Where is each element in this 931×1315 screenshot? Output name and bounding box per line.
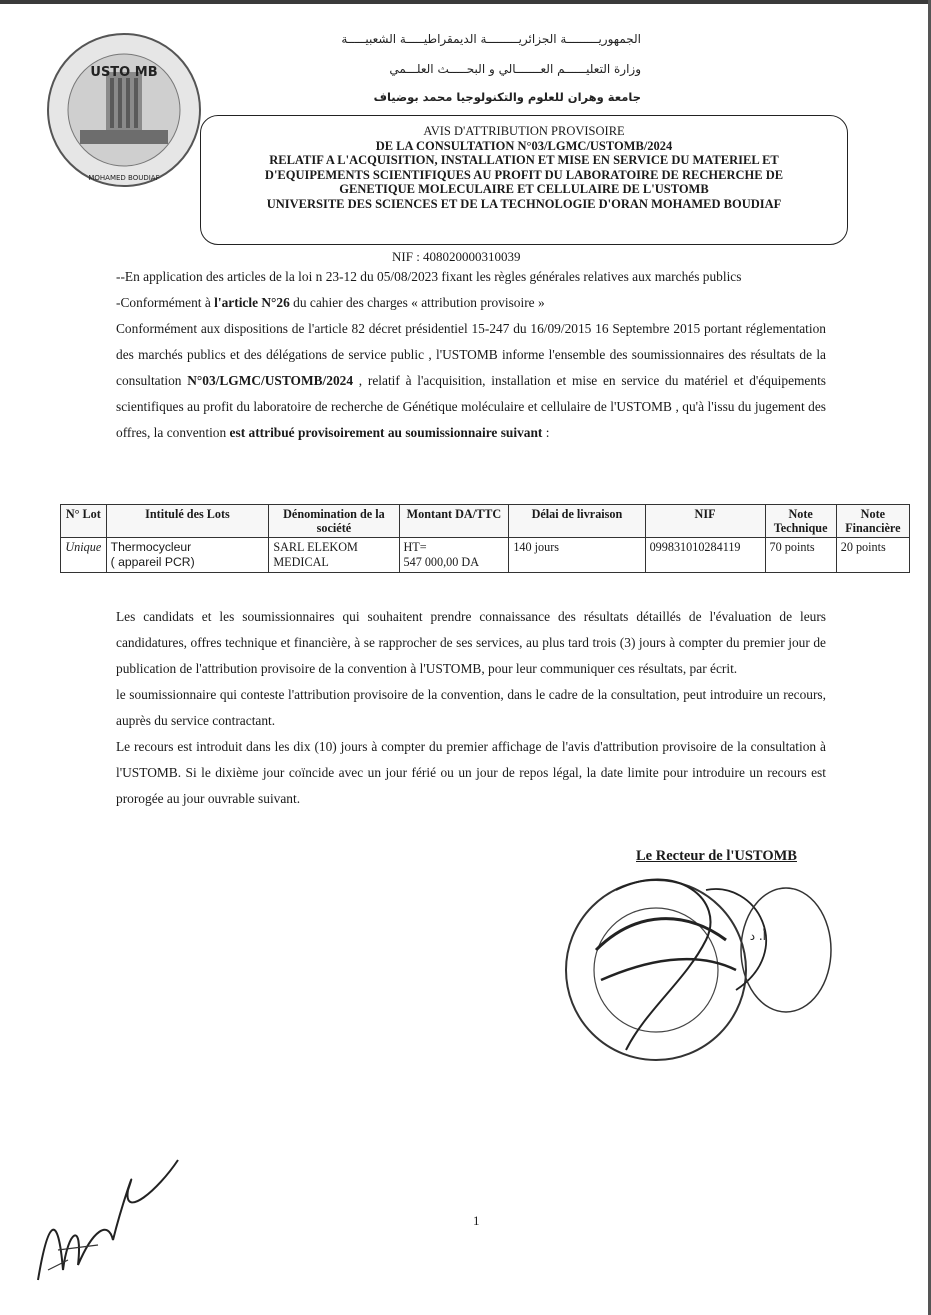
handwritten-signature <box>28 1150 188 1290</box>
header-delai: Délai de livraison <box>509 505 645 538</box>
arabic-ministry-line: وزارة التعليــــــم العـــــــالي و البحـــــث العلـــمي <box>389 62 641 76</box>
arabic-republic-line: الجمهوريـــــــــة الجزائريـــــــــة الديمقراطيـــــة الشعبيـــــة <box>341 32 641 46</box>
header-lot: N° Lot <box>61 505 107 538</box>
cell-nif: 099831010284119 <box>645 538 765 573</box>
header-note-technique: Note Technique <box>765 505 836 538</box>
title-line-5: GENETIQUE MOLECULAIRE ET CELLULAIRE DE L'USTOMB <box>339 182 709 196</box>
table-header-row <box>61 505 910 538</box>
cell-intitule: Thermocycleur ( appareil PCR) <box>106 538 269 573</box>
cell-delai: 140 jours <box>509 538 645 573</box>
cell-note-financiere: 20 points <box>836 538 909 573</box>
header-societe: Dénomination de la société <box>269 505 399 538</box>
closing-paragraph-1: Les candidats et les soumissionnaires qui souhaitent prendre connaissance des résultats détaillés de l'évaluation de leurs candidatures, offres technique et financière, à se rapprocher de ses services, au plus tard trois (3) jours à compter du premier jour de publication de l'attribution provisoire de la convention à l'USTOMB, pour leur communiquer ces résultats, par écrit. <box>116 609 826 676</box>
title-line-2: DE LA CONSULTATION N°03/LGMC/USTOMB/2024 <box>375 138 673 153</box>
title-line-3: RELATIF A L'ACQUISITION, INSTALLATION ET MISE EN SERVICE DU MATERIEL ET <box>269 153 779 167</box>
cell-lot: Unique <box>61 538 107 573</box>
official-stamp <box>556 870 846 1070</box>
title-box <box>200 115 848 245</box>
intro-section <box>116 264 826 446</box>
header-note-financiere: Note Financière <box>836 505 909 538</box>
attribution-table <box>60 504 910 573</box>
header-intitule: Intitulé des Lots <box>106 505 269 538</box>
scan-top-edge <box>0 0 931 4</box>
header-nif: NIF <box>645 505 765 538</box>
arabic-university-line: جامعة وهران للعلوم والتكنولوجيا محمد بوضياف <box>373 90 641 104</box>
intro-paragraph-1: --En application des articles de la loi n 23-12 du 05/08/2023 fixant les règles générales relatives aux marchés publics <box>116 269 742 284</box>
page-number: 1 <box>473 1213 480 1228</box>
intro-paragraph-2: -Conformément à l'article N°26 du cahier des charges « attribution provisoire » <box>116 295 545 310</box>
svg-text:أ. د: أ. د <box>749 929 766 943</box>
nif-number: NIF : 408020000310039 <box>392 249 521 264</box>
intro-paragraph-3: Conformément aux dispositions de l'article 82 décret présidentiel 15-247 du 16/09/2015 16 Septembre 2015 portant réglementation des marchés publics et des délégations de service public , l'USTOMB informe l'ensemble des soumissionnaires des résultats de la consultation N°03/LGMC/USTOMB/2024 , relatif à l'acquisition, installation et mise en service du matériel et d'équipements scientifiques au profit du laboratoire de recherche de Génétique moléculaire et cellulaire de l'USTOMB , qu'à l'issu du jugement des offres, la convention est attribué provisoirement au soumissionnaire suivant : <box>116 321 826 440</box>
header-montant: Montant DA/TTC <box>399 505 509 538</box>
logo-bottom-text: MOHAMED BOUDIAF <box>88 174 160 182</box>
signatory-title: Le Recteur de l'USTOMB <box>636 848 797 864</box>
closing-paragraph-2: le soumissionnaire qui conteste l'attribution provisoire de la convention, dans le cadre de la consultation, peut introduire un recours, auprès du service contractant. <box>116 687 826 728</box>
closing-paragraph-3: Le recours est introduit dans les dix (10) jours à compter du premier affichage de l'avis d'attribution provisoire de la consultation à l'USTOMB. Si le dixième jour coïncide avec un jour férié ou un jour de repos légal, la date limite pour introduire un recours est prorogée au jour ouvrable suivant. <box>116 739 826 806</box>
table-row <box>61 538 910 573</box>
university-logo <box>44 30 204 190</box>
title-line-1: AVIS D'ATTRIBUTION PROVISOIRE <box>423 124 625 138</box>
cell-montant: HT= 547 000,00 DA <box>399 538 509 573</box>
title-line-6: UNIVERSITE DES SCIENCES ET DE LA TECHNOLOGIE D'ORAN MOHAMED BOUDIAF <box>266 196 782 211</box>
closing-section <box>116 604 826 812</box>
logo-name: USTO MB <box>90 65 158 80</box>
cell-note-technique: 70 points <box>765 538 836 573</box>
title-line-4: D'EQUIPEMENTS SCIENTIFIQUES AU PROFIT DU LABORATOIRE DE RECHERCHE DE <box>264 167 784 182</box>
cell-societe: SARL ELEKOM MEDICAL <box>269 538 399 573</box>
